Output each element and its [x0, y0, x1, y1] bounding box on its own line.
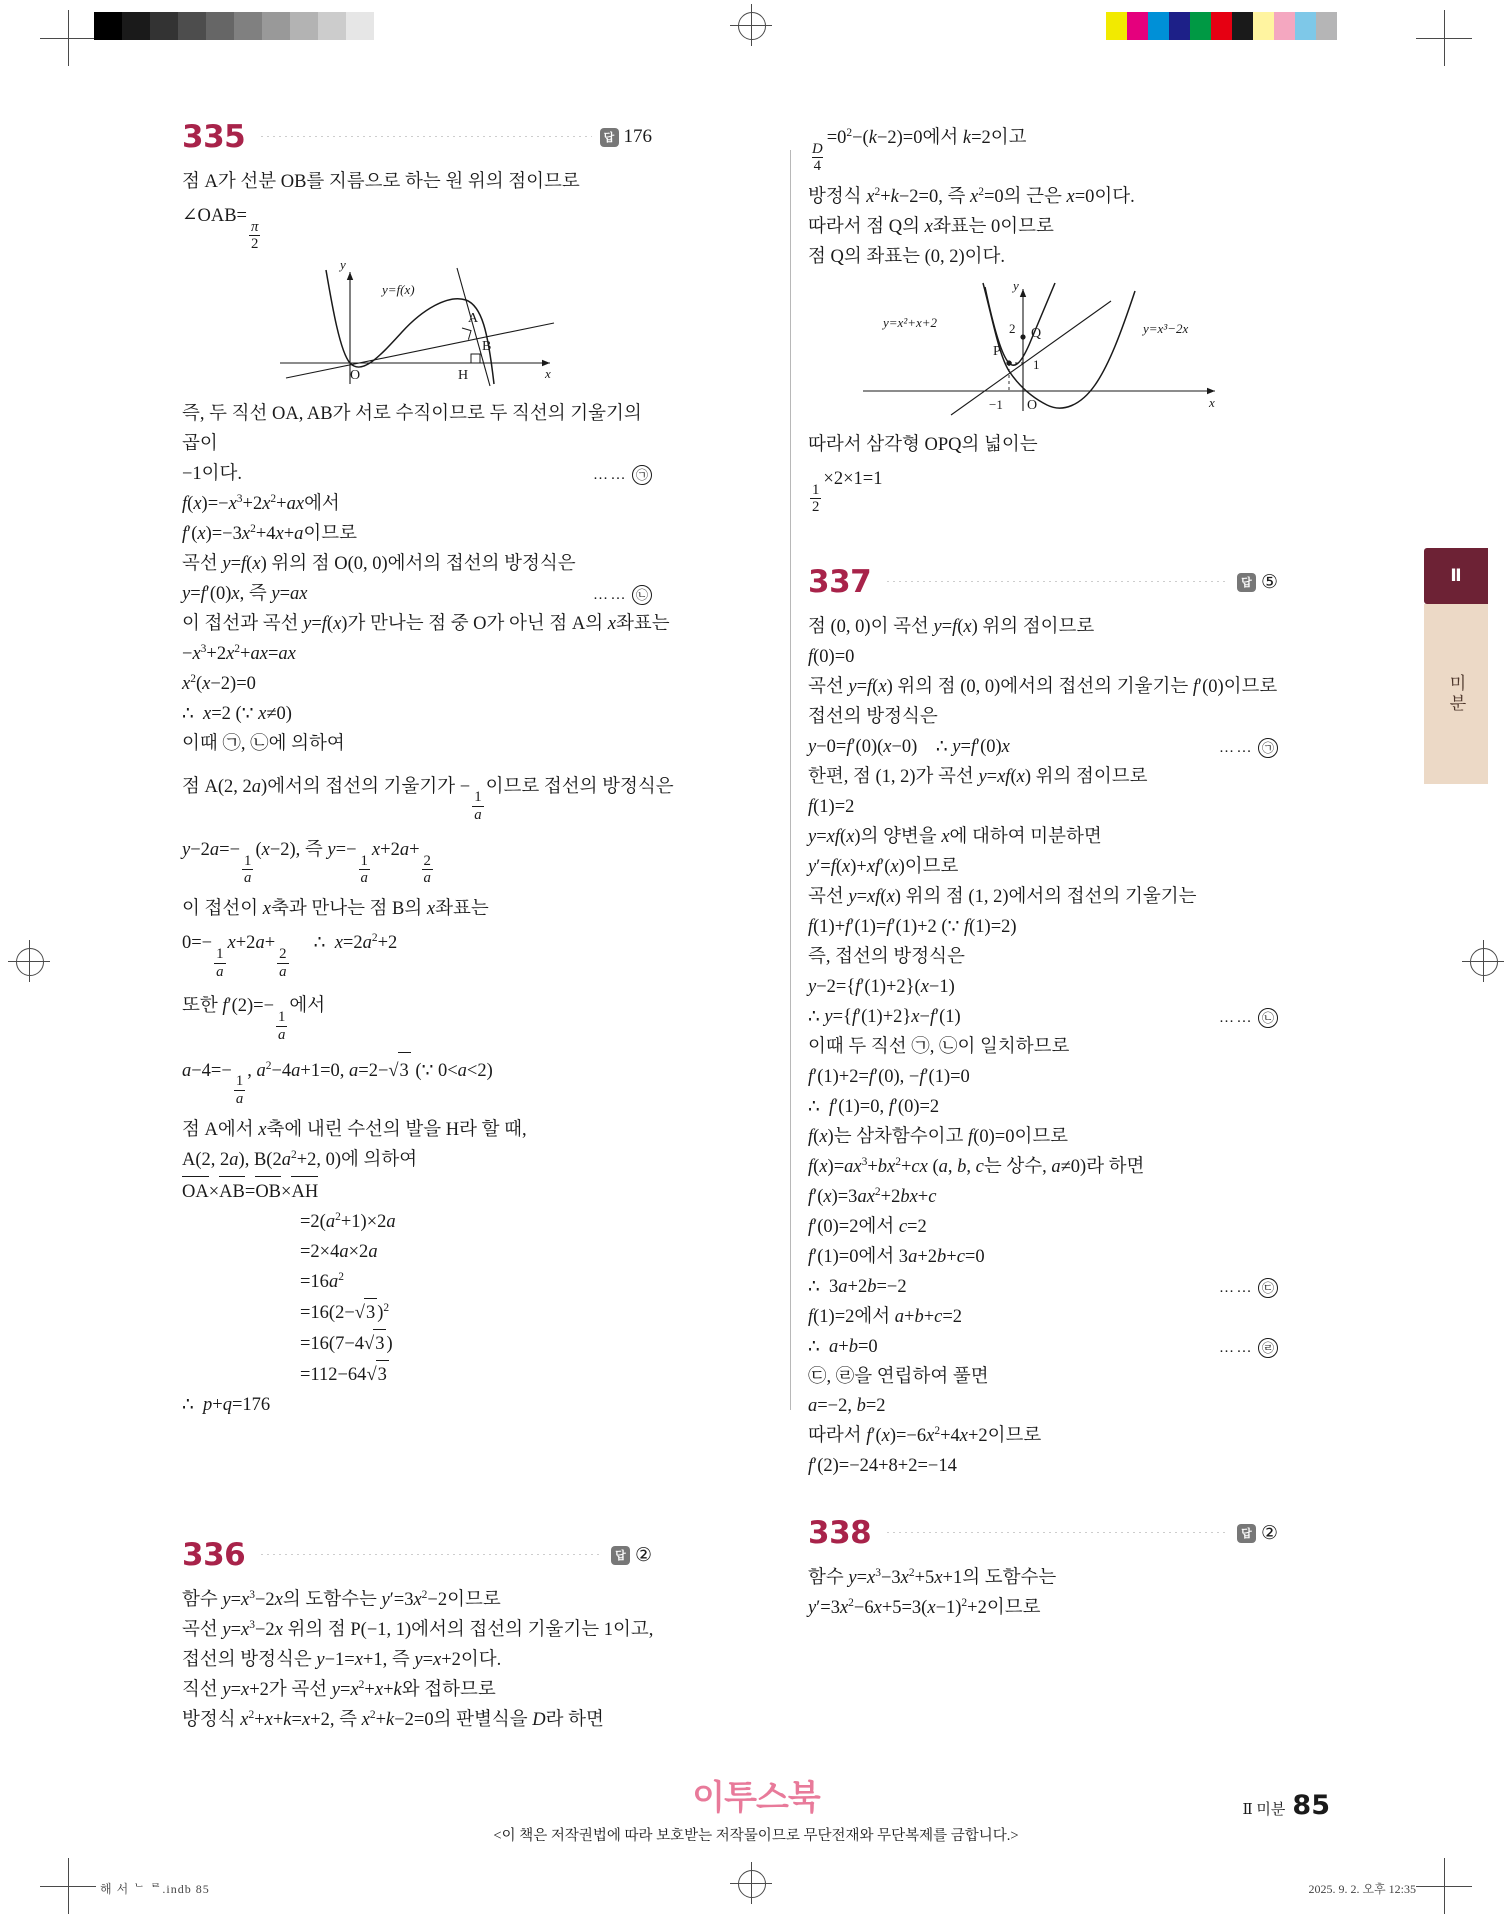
problem-335-header [182, 120, 652, 154]
answer-glyph: 답 [1237, 573, 1256, 592]
solution-equation: 따라서 $f'(x)=-6x^2+4x+2$이므로 [808, 1425, 1042, 1447]
graph-336 [843, 281, 1243, 421]
ref-marker: ㉣ [1258, 1338, 1278, 1358]
problem-337-header [808, 565, 1278, 599]
problem-338 [808, 1516, 1278, 1624]
solution-equation: f′(0)=2에서 c=2 [808, 1216, 927, 1237]
solution-equation: ∴ f′(1)=0, f′(0)=2 [808, 1096, 940, 1117]
ref-dots: …… [1219, 1009, 1254, 1026]
solution-equation: f′(2)=−24+8+2=−14 [808, 1456, 957, 1477]
svg-text:y=f(x): y=f(x) [382, 282, 415, 298]
solution-equation: =2×4a×2a [300, 1241, 378, 1262]
problem-335-answer [600, 126, 653, 148]
problem-336-header [182, 1538, 652, 1572]
svg-text:−1: −1 [989, 397, 1003, 413]
problem-337-answer [1237, 571, 1278, 594]
left-column [182, 118, 674, 1736]
svg-text:y: y [1013, 281, 1019, 294]
solution-equation: y=f′(0)x, 즉 y=ax [182, 583, 308, 604]
solution-line: 점 Q의 좌표는 (0, 2)이다. [808, 247, 1006, 268]
ref-dots: …… [1219, 1339, 1254, 1356]
solution-equation: $-x^3+2x^2+ax=ax$ [182, 642, 296, 664]
answer-glyph: 답 [600, 128, 619, 147]
solution-equation: y=xf(x)의 양변을 x에 대하여 미분하면 [808, 827, 1102, 848]
solution-equation: $f'(x)=3ax^2+2bx+c$ [808, 1185, 937, 1207]
solution-line: −1이다. [182, 464, 243, 485]
svg-text:1: 1 [1033, 357, 1040, 373]
ref-dots: …… [593, 467, 628, 484]
solution-equation: y−2a=− $\frac{1}{a}$ (x−2), 즉 y=− $\frac{1}{a}$ x+2a+ $\frac{2}{a}$ [182, 840, 431, 887]
solution-equation: f(1)+f′(1)=f′(1)+2 (∵ f(1)=2) [808, 916, 1017, 937]
solution-line-with-ref [808, 733, 1278, 763]
problem-338-answer [1237, 1522, 1278, 1545]
problem-336-number: 336 [182, 1536, 246, 1573]
solution-equation: a=−2, b=2 [808, 1396, 886, 1417]
solution-equation: 함수 $y=x^3-3x^2+5x+1$의 도함수는 [808, 1567, 1057, 1589]
svg-text:2: 2 [1009, 321, 1016, 337]
problem-337 [808, 565, 1278, 1482]
solution-line-with-ref [182, 580, 652, 610]
svg-text:y: y [340, 260, 346, 273]
problem-336-answer [611, 1544, 652, 1567]
solution-equation: ∴ a+b=0 [808, 1336, 878, 1357]
solution-equation: ∴ x=2 (∵ x≠0) [182, 703, 292, 724]
solution-line: 이 접선과 곡선 y=f(x)가 만나는 점 중 O가 아닌 점 A의 x좌표는 [182, 613, 670, 634]
solution-equation-angle: ∠OAB= $\frac{\pi}{2}$ [182, 205, 259, 253]
svg-text:y=x³−2x: y=x³−2x [1143, 321, 1189, 337]
problem-337-number: 337 [808, 563, 872, 600]
solution-line: 이 접선이 x축과 만나는 점 B의 x좌표는 [182, 899, 489, 920]
svg-text:B: B [482, 339, 492, 355]
solution-line: 점 A(2, 2a)에서의 접선의 기울기가 − $\frac{1}{a}$ 이므로 접선의 방정식은 [182, 776, 674, 824]
svg-text:y=x²+x+2: y=x²+x+2 [883, 315, 938, 331]
ref-dots: …… [593, 586, 628, 603]
solution-line-with-ref [182, 460, 652, 490]
chapter-tab-label: 미분 [1445, 674, 1466, 714]
svg-text:x: x [545, 366, 551, 382]
solution-equation: 0=− $\frac{1}{a}$ x+2a+ $\frac{2}{a}$ ∴ $x=2a^2+2$ [182, 932, 398, 980]
figure-335 [182, 260, 652, 390]
solution-equation: $f(x)=-x^3+2x^2+ax$에서 [182, 492, 340, 515]
leader-dots [885, 1532, 1229, 1533]
solution-equation: ∴ p+q=176 [182, 1394, 271, 1415]
solution-line: 점 A가 선분 OB를 지름으로 하는 원 위의 점이므로 [182, 172, 580, 192]
svg-text:x: x [1209, 395, 1215, 411]
solution-line: 즉, 두 직선 OA, AB가 서로 수직이므로 두 직선의 기울기의 곱이 [182, 404, 642, 455]
answer-value: ② [634, 1544, 652, 1566]
chapter-tab-number: Ⅱ [1450, 566, 1462, 586]
solution-equation: $\frac{1}{2}$ ×2×1=1 [812, 469, 883, 516]
svg-text:P: P [993, 344, 1001, 360]
solution-equation: f′(1)=0에서 3a+2b+c=0 [808, 1246, 985, 1267]
solution-equation: 접선의 방정식은 y−1=x+1, 즉 y=x+2이다. [182, 1650, 502, 1671]
solution-equation: f(x)는 삼차함수이고 f(0)=0이므로 [808, 1126, 1069, 1147]
ref-marker: ㉠ [1258, 738, 1278, 758]
solution-equation: f(1)=2 [808, 797, 855, 818]
solution-line-with-ref [808, 1003, 1278, 1033]
solution-equation: 곡선 $y=x^3-2x$ 위의 점 P(−1, 1)에서의 접선의 기울기는 1이고, [182, 1619, 654, 1641]
solution-line: 곡선 y=f(x) 위의 점 O(0, 0)에서의 접선의 방정식은 [182, 554, 576, 575]
solution-line: 즉, 접선의 방정식은 [808, 946, 965, 967]
problem-335-number: 335 [182, 118, 246, 155]
svg-text:Q: Q [1031, 326, 1042, 342]
problem-338-number: 338 [808, 1514, 872, 1551]
ref-dots: …… [1219, 1279, 1254, 1296]
solution-equation: 함수 $y=x^3-2x$의 도함수는 $y'=3x^2-2$이므로 [182, 1589, 501, 1611]
solution-line: 한편, 점 (1, 2)가 곡선 y=xf(x) 위의 점이므로 [808, 767, 1148, 788]
solution-equation: ∴ y={f′(1)+2}x−f′(1) [808, 1006, 961, 1027]
solution-equation: y−2={f′(1)+2}(x−1) [808, 976, 955, 997]
section-label: Ⅱ 미분 [1242, 1802, 1286, 1818]
solution-line-with-ref [808, 1333, 1278, 1363]
page-number: 85 [1292, 1790, 1330, 1821]
solution-equation: 또한 f′(2)=− $\frac{1}{a}$ 에서 [182, 996, 326, 1043]
print-footer-right: 2025. 9. 2. 오후 12:35 [1308, 1882, 1416, 1896]
answer-value: ② [1260, 1522, 1278, 1544]
solution-line-with-ref [808, 1273, 1278, 1303]
copyright-notice: <이 책은 저작권법에 따라 보호받는 저작물이므로 무단전재와 무단복제를 금합니다.> [493, 1828, 1019, 1844]
solution-line: ㉢, ㉣을 연립하여 풀면 [808, 1366, 989, 1387]
solution-equation: y′=f(x)+xf′(x)이므로 [808, 857, 959, 878]
solution-equation: $y'=3x^2-6x+5=3(x-1)^2+2$이므로 [808, 1597, 1041, 1619]
solution-equation: $x^2(x-2)=0$ [182, 672, 256, 694]
problem-336-continued [808, 120, 1278, 515]
solution-equation: $f(x)=ax^3+bx^2+cx$ (a, b, c는 상수, a≠0)라 하면 [808, 1155, 1145, 1177]
solution-line: 점 (0, 0)이 곡선 y=f(x) 위의 점이므로 [808, 617, 1095, 638]
solution-equation: =16(2−√3 )$^2$ [182, 1298, 652, 1329]
svg-text:H: H [458, 368, 469, 384]
right-column [808, 120, 1278, 1624]
problem-338-header [808, 1516, 1278, 1550]
solution-line: 곡선 y=xf(x) 위의 점 (1, 2)에서의 접선의 기울기는 [808, 887, 1197, 907]
publisher-logo: 이투스북 [692, 1778, 820, 1818]
ref-marker: ㉢ [1258, 1278, 1278, 1298]
solution-line: A(2, 2a), $B(2a^2+2$, 0)에 의하여 [182, 1148, 418, 1170]
solution-equation: a−4=− $\frac{1}{a}$ , $a^2-4a+1=0$, a=2−√3 (∵ 0<a<2) [182, 1052, 652, 1107]
figure-336 [808, 281, 1278, 421]
solution-line: 이때 두 직선 ㉠, ㉡이 일치하므로 [808, 1036, 1070, 1057]
graph-335 [262, 260, 572, 390]
solution-equation: f(1)=2에서 a+b+c=2 [808, 1306, 963, 1327]
leader-dots [885, 581, 1229, 582]
problem-335 [182, 118, 674, 1420]
solution-equation: $f'(x)=-3x^2+4x+a$이므로 [182, 522, 358, 545]
column-divider [790, 150, 791, 1410]
solution-equation: OA×AB=OB×AH [182, 1176, 652, 1208]
ref-marker: ㉠ [632, 465, 652, 485]
ref-marker: ㉡ [632, 585, 652, 605]
solution-equation: 방정식 $x^2+k-2=0$, 즉 $x^2=0$의 근은 x=0이다. [808, 186, 1135, 208]
solution-equation: =16(7−4√3 ) [182, 1329, 652, 1360]
svg-text:O: O [1027, 398, 1038, 414]
leader-dots [259, 1554, 603, 1555]
answer-glyph: 답 [1237, 1524, 1256, 1543]
svg-text:A: A [468, 311, 479, 327]
solution-equation: y−0=f′(0)(x−0) ∴ y=f′(0)x [808, 737, 1010, 758]
solution-equation: f′(1)+2=f′(0), −f′(1)=0 [808, 1066, 970, 1087]
leader-dots [259, 136, 591, 137]
solution-equation: 방정식 $x^2+x+k=x+2$, 즉 $x^2+k-2=0$의 판별식을 D라 하면 [182, 1709, 604, 1731]
ref-dots: …… [1219, 740, 1254, 757]
solution-equation: $=2(a^2+1)\times 2a$ [300, 1210, 396, 1232]
answer-value: ⑤ [1260, 571, 1278, 593]
page-footer [1242, 1790, 1330, 1821]
solution-equation: $\frac{D}{4}$ $=0^2-(k-2)=0$에서 k=2이고 [812, 126, 1027, 175]
solution-line: 따라서 점 Q의 x좌표는 0이므로 [808, 217, 1054, 238]
solution-equation: ∴ 3a+2b=−2 [808, 1276, 907, 1297]
answer-glyph: 답 [611, 1546, 630, 1565]
solution-line: 접선의 방정식은 [808, 707, 938, 728]
problem-336 [182, 1538, 652, 1736]
solution-line: 점 A에서 x축에 내린 수선의 발을 H라 할 때, [182, 1119, 527, 1140]
answer-value: 176 [623, 126, 652, 147]
ref-marker: ㉡ [1258, 1008, 1278, 1028]
solution-equation: $=16a^2$ [300, 1270, 344, 1292]
solution-equation: f(0)=0 [808, 647, 855, 668]
print-footer-left: 해 서 ᄂ ᄅ.indb 85 [100, 1882, 210, 1896]
solution-equation: 직선 y=x+2가 곡선 $y=x^2+x+k$와 접하므로 [182, 1679, 496, 1701]
svg-text:O: O [350, 368, 361, 384]
solution-line: 따라서 삼각형 OPQ의 넓이는 [808, 435, 1038, 456]
chapter-tab-dark[interactable] [1424, 548, 1488, 604]
solution-equation: =112−64√3 [182, 1360, 652, 1391]
solution-line: 이때 ㉠, ㉡에 의하여 [182, 733, 345, 754]
chapter-tab-light[interactable] [1424, 604, 1488, 784]
solution-line: 곡선 y=f(x) 위의 점 (0, 0)에서의 접선의 기울기는 f′(0)이므로 [808, 677, 1278, 698]
